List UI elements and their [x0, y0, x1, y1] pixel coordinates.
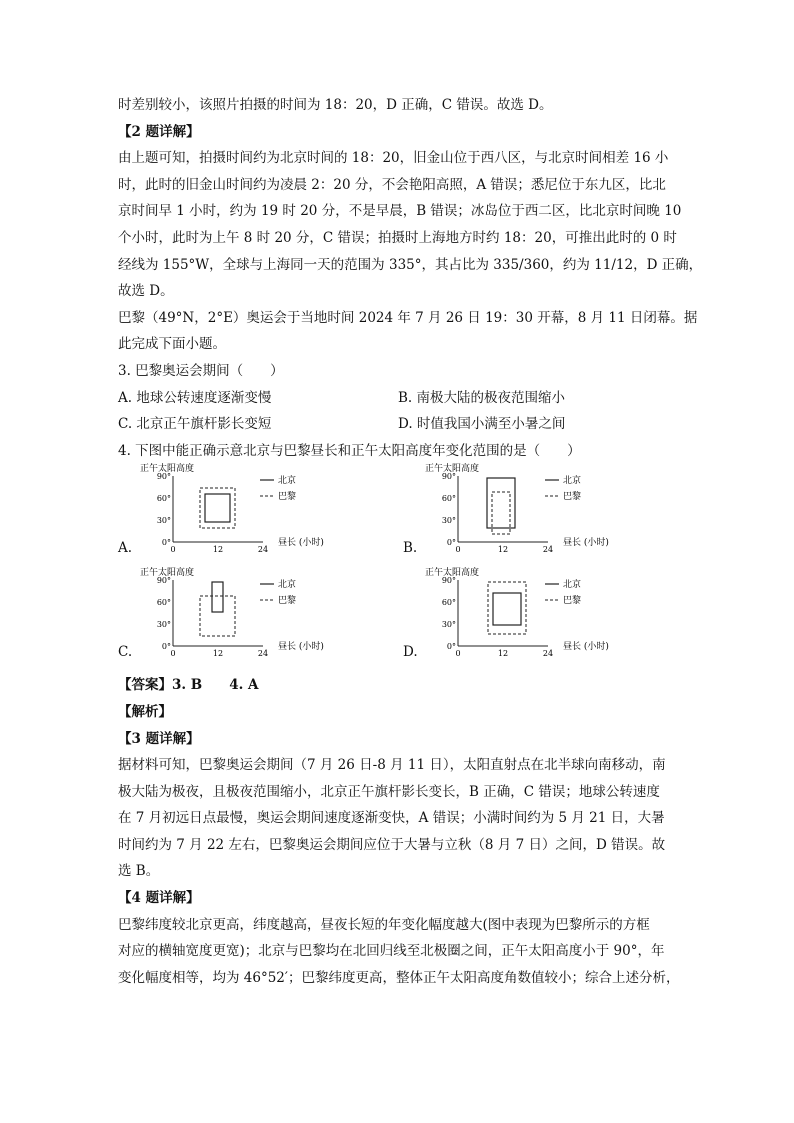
text-line: 故选 D。 — [118, 283, 174, 300]
legend-beijing-label: 北京 — [278, 580, 297, 591]
document-page — [118, 92, 703, 991]
option-a: A. 地球公转速度逐渐变慢 — [118, 389, 272, 406]
diagram-d-svg — [403, 568, 678, 672]
y-tick-label: 0° — [446, 538, 456, 548]
x-tick-label: 24 — [257, 545, 269, 555]
text-line: 京时间早 1 小时，约为 19 时 20 分，不是早晨，B 错误；冰岛位于西二区，比北京时间晚 10 — [118, 203, 682, 220]
y-tick-label: 90° — [156, 576, 171, 586]
x-tick-label: 24 — [257, 649, 269, 659]
beijing-box — [487, 478, 515, 528]
paris-box — [200, 596, 235, 636]
y-axis-title: 正午太阳高度 — [425, 568, 480, 579]
x-tick-label: 24 — [542, 545, 554, 555]
diagram-a — [118, 464, 393, 568]
legend-beijing-label: 北京 — [563, 580, 582, 591]
y-tick-label: 0° — [446, 642, 456, 652]
text-line: 时间约为 7 月 22 左右，巴黎奥运会期间应位于大暑与立秋（8 月 7 日）之间，D 错误。故 — [118, 836, 666, 853]
legend-paris-label: 巴黎 — [563, 596, 582, 607]
beijing-box — [212, 582, 223, 612]
y-tick-label: 90° — [156, 472, 171, 482]
x-axis-title: 昼长 (小时) — [563, 642, 609, 653]
x-tick-label: 24 — [542, 649, 554, 659]
y-tick-label: 60° — [441, 598, 456, 608]
text-line: 经线为 155°W，全球与上海同一天的范围为 335°，其占比为 335/360，约为 11/12，D 正确， — [118, 256, 703, 273]
legend-beijing-label: 北京 — [563, 476, 582, 487]
text-line: 时差别较小，该照片拍摄的时间为 18：20，D 正确，C 错误。故选 D。 — [118, 97, 553, 113]
diagram-label: B. — [403, 540, 418, 557]
beijing-box — [493, 593, 521, 625]
q4-stem: 4. 下图中能正确示意北京与巴黎昼长和正午太阳高度年变化范围的是（ ） — [118, 442, 581, 459]
diagram-c-svg — [118, 568, 393, 672]
y-tick-label: 0° — [161, 538, 171, 548]
x-tick-label: 0 — [455, 649, 461, 659]
x-tick-label: 12 — [212, 649, 224, 659]
text-line: 由上题可知，拍摄时间约为北京时间的 18：20，旧金山位于西八区，与北京时间相差 16 小 — [118, 150, 669, 167]
text-line: 巴黎纬度较北京更高，纬度越高，昼夜长短的年变化幅度越大(图中表现为巴黎所示的方框 — [118, 916, 650, 933]
option-d: D. 时值我国小满至小暑之间 — [398, 416, 566, 433]
legend-paris-label: 巴黎 — [278, 492, 297, 503]
diagram-c — [118, 568, 393, 672]
y-tick-label: 0° — [161, 642, 171, 652]
text-line: 在 7 月初远日点最慢，奥运会期间速度逐渐变快，A 错误；小满时间约为 5 月 21 日，大暑 — [118, 810, 665, 827]
y-tick-label: 30° — [441, 620, 456, 630]
text-line: 此完成下面小题。 — [118, 336, 226, 353]
y-tick-label: 90° — [441, 472, 456, 482]
y-tick-label: 30° — [156, 516, 171, 526]
text-line: 时，此时的旧金山时间约为凌晨 2：20 分，不会艳阳高照，A 错误；悉尼位于东九区，比北 — [118, 176, 666, 193]
x-tick-label: 12 — [212, 545, 224, 555]
legend-beijing-label: 北京 — [278, 476, 297, 487]
y-tick-label: 60° — [156, 494, 171, 504]
diagram-frame — [425, 462, 609, 554]
q3-options-row — [118, 385, 678, 412]
text-line: 据材料可知，巴黎奥运会期间（7 月 26 日-8 月 11 日），太阳直射点在北半球向南移动，南 — [118, 757, 666, 774]
diagram-b-svg — [403, 464, 678, 568]
analysis-heading: 【解析】 — [118, 703, 172, 720]
beijing-box — [205, 494, 230, 522]
y-tick-label: 30° — [441, 516, 456, 526]
q4-diagrams — [118, 464, 678, 672]
y-tick-label: 60° — [441, 494, 456, 504]
diagram-label: C. — [118, 644, 133, 661]
answer-line: 【答案】3. B 4. A — [118, 677, 259, 694]
y-tick-label: 90° — [441, 576, 456, 586]
x-tick-label: 0 — [170, 545, 176, 555]
q4-heading: 【4 题详解】 — [118, 890, 200, 907]
diagram-label: D. — [403, 644, 418, 661]
text-line: 选 B。 — [118, 863, 160, 880]
text-line: 巴黎（49°N，2°E）奥运会于当地时间 2024 年 7 月 26 日 19：30 开幕，8 月 11 日闭幕。据 — [118, 309, 698, 326]
y-axis-title: 正午太阳高度 — [140, 464, 195, 475]
x-tick-label: 0 — [170, 649, 176, 659]
y-tick-label: 30° — [156, 620, 171, 630]
y-axis-title: 正午太阳高度 — [140, 568, 195, 579]
x-axis-title: 昼长 (小时) — [278, 642, 324, 653]
diagram-d — [403, 568, 678, 672]
x-tick-label: 12 — [497, 649, 509, 659]
legend-paris-label: 巴黎 — [278, 596, 297, 607]
diagram-frame — [140, 566, 324, 658]
diagram-b — [403, 464, 678, 568]
diagram-a-svg — [118, 464, 393, 568]
text-line: 变化幅度相等，均为 46°52′；巴黎纬度更高，整体正午太阳高度角数值较小；综合上述分析， — [118, 969, 680, 986]
y-tick-label: 60° — [156, 598, 171, 608]
option-c: C. 北京正午旗杆影长变短 — [118, 416, 272, 433]
x-tick-label: 12 — [497, 545, 509, 555]
x-tick-label: 0 — [455, 545, 461, 555]
text-line: 对应的横轴宽度更宽)；北京与巴黎均在北回归线至北极圈之间，正午太阳高度小于 90°，年 — [118, 943, 665, 960]
text-line: 个小时，此时为上午 8 时 20 分，C 错误；拍摄时上海地方时约 18：20，可推出此时的 0 时 — [118, 229, 677, 246]
diagram-frame — [140, 462, 324, 554]
text-line: 极大陆为极夜，且极夜范围缩小，北京正午旗杆影长变长，B 正确，C 错误；地球公转速度 — [118, 783, 660, 800]
q3-options-row — [118, 411, 678, 438]
q3-stem: 3. 巴黎奥运会期间（ ） — [118, 362, 284, 379]
q3-heading: 【3 题详解】 — [118, 730, 200, 747]
y-axis-title: 正午太阳高度 — [425, 464, 480, 475]
diagram-label: A. — [118, 540, 133, 557]
x-axis-title: 昼长 (小时) — [563, 538, 609, 549]
option-b: B. 南极大陆的极夜范围缩小 — [398, 389, 566, 406]
paris-box — [488, 582, 526, 634]
q2-heading: 【2 题详解】 — [118, 123, 200, 140]
x-axis-title: 昼长 (小时) — [278, 538, 324, 549]
legend-paris-label: 巴黎 — [563, 492, 582, 503]
diagram-frame — [425, 566, 609, 658]
